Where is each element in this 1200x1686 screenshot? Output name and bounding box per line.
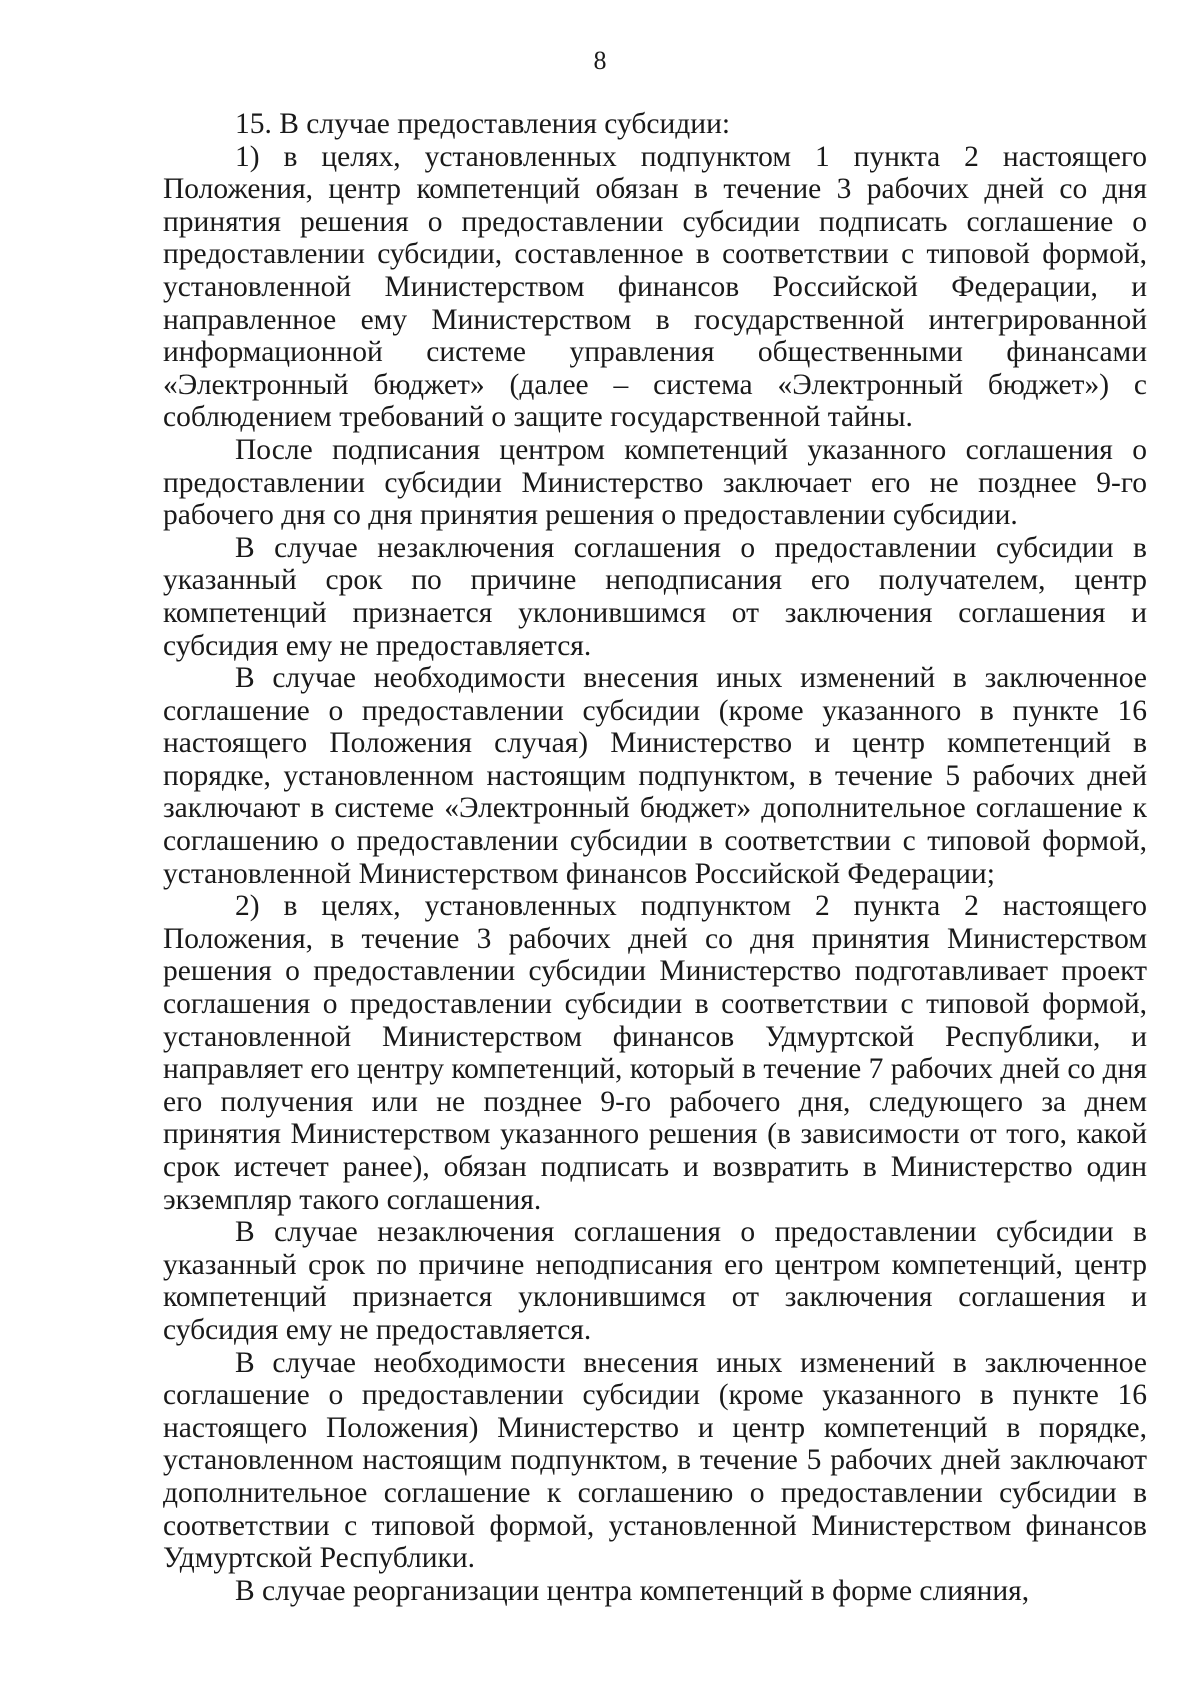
paragraph-amendments-1: В случае необходимости внесения иных изменений в заключенное соглашение о предоставлении субсидии (кроме указанного в пункте 16 настоящего Положения случая) Министерство и центр компетенций в порядке, установленном настоящим подпунктом, в течение 5 рабочих дней заключают в системе «Электронный бюджет» дополнительное соглашение к соглашению о предоставлении субсидии в соответствии с типовой формой, установленной Министерством финансов Российской Федерации;: [163, 662, 1147, 890]
paragraph-reorganization: В случае реорганизации центра компетенций в форме слияния,: [235, 1574, 1030, 1607]
document-body: [163, 108, 1147, 1607]
paragraph-non-conclusion-2: В случае незаключения соглашения о предоставлении субсидии в указанный срок по причине неподписания его центром компетенций, центр компетенций признается уклонившимся от заключения соглашения и субсидия ему не предоставляется.: [163, 1216, 1147, 1346]
paragraph-amendments-2: В случае необходимости внесения иных изменений в заключенное соглашение о предоставлении субсидии (кроме указанного в пункте 16 настоящего Положения) Министерство и центр компетенций в порядке, установленном настоящим подпунктом, в течение 5 рабочих дней заключают дополнительное соглашение к соглашению о предоставлении субсидии в соответствии с типовой формой, установленной Министерством финансов Удмуртской Республики.: [163, 1346, 1147, 1575]
paragraph-subitem-2: 2) в целях, установленных подпунктом 2 пункта 2 настоящего Положения, в течение 3 рабочих дней со дня принятия Министерством решения о предоставлении субсидии Министерство подготавливает проект соглашения о предоставлении субсидии в соответствии с типовой формой, установленной Министерством финансов Удмуртской Республики, и направляет его центру компетенций, который в течение 7 рабочих дней со дня его получения или не позднее 9-го рабочего дня, следующего за днем принятия Министерством указанного решения (в зависимости от того, какой срок истечет ранее), обязан подписать и возвратить в Министерство один экземпляр такого соглашения.: [163, 890, 1147, 1216]
paragraph-15-heading: 15. В случае предоставления субсидии:: [235, 108, 731, 140]
paragraph-non-conclusion-1: В случае незаключения соглашения о предоставлении субсидии в указанный срок по причине неподписания его получателем, центр компетенций признается уклонившимся от заключения соглашения и субсидия ему не предоставляется.: [163, 531, 1147, 662]
paragraph-after-signing: После подписания центром компетенций указанного соглашения о предоставлении субсидии Министерство заключает его не позднее 9-го рабочего дня со дня принятия решения о предоставлении субсидии.: [163, 433, 1147, 532]
paragraph-subitem-1: 1) в целях, установленных подпунктом 1 пункта 2 настоящего Положения, центр компетенций обязан в течение 3 рабочих дней со дня принятия решения о предоставлении субсидии подписать соглашение о предоставлении субсидии, составленное в соответствии с типовой формой, установленной Министерством финансов Российской Федерации, и направленное ему Министерством в государственной интегрированной информационной системе управления общественными финансами «Электронный бюджет» (далее – система «Электронный бюджет») с соблюдением требований о защите государственной тайны.: [163, 140, 1147, 434]
page-number: 8: [593, 46, 607, 75]
